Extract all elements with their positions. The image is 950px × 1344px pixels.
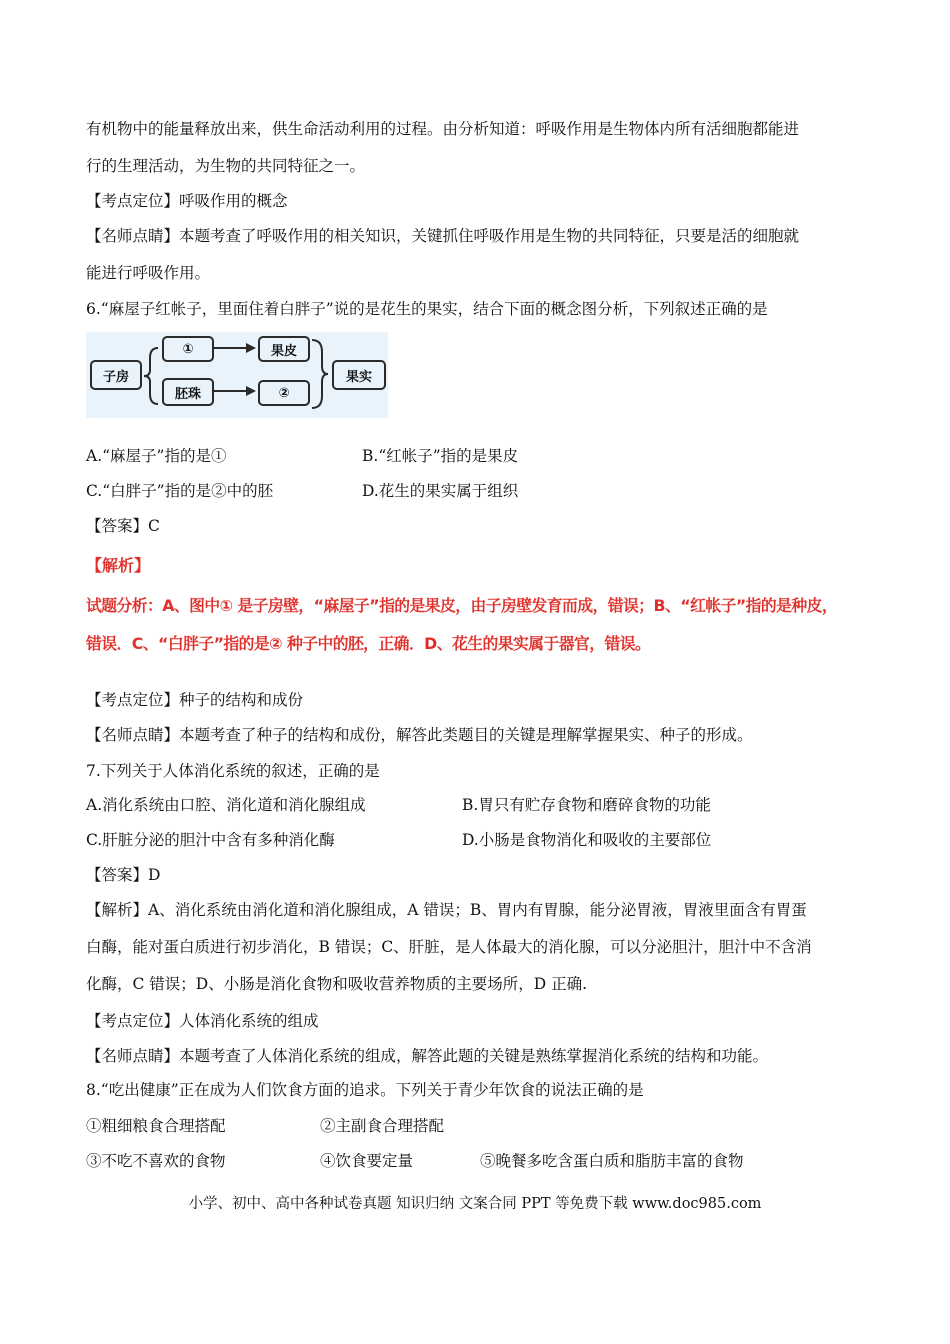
q8-option-3: ③不吃不喜欢的食物 (86, 1152, 226, 1170)
box-2: ② (258, 380, 310, 406)
q7-answer: 【答案】D (86, 866, 161, 884)
q7-option-c: C.肝脏分泌的胆汁中含有多种消化酶 (86, 831, 335, 849)
concept-diagram (86, 332, 388, 418)
question-8-stem: 8.“吃出健康”正在成为人们饮食方面的追求。下列关于青少年饮食的说法正确的是 (86, 1081, 644, 1099)
q6-option-d: D.花生的果实属于组织 (362, 482, 519, 500)
q6-analysis-line: 试题分析：A、图中① 是子房壁，“麻屋子”指的是果皮，由子房壁发育而成，错误；B、“红帐子”指的是种皮， (86, 596, 838, 615)
paragraph-line: 有机物中的能量释放出来，供生命活动利用的过程。由分析知道：呼吸作用是生物体内所有活细胞都能进 (86, 120, 800, 138)
ovule-box: 胚珠 (162, 378, 214, 406)
right-brace (312, 340, 328, 408)
left-brace (144, 348, 158, 404)
q7-dianjing: 【名师点睛】本题考查了人体消化系统的组成，解答此题的关键是熟练掌握消化系统的结构和功能。 (86, 1047, 769, 1065)
q7-option-d: D.小肠是食物消化和吸收的主要部位 (462, 831, 712, 849)
box-1: ① (162, 336, 214, 362)
q6-option-b: B.“红帐子”指的是果皮 (362, 447, 519, 465)
q8-option-1: ①粗细粮食合理搭配 (86, 1117, 226, 1135)
q6-dianjing: 【名师点睛】本题考查了种子的结构和成份，解答此类题目的关键是理解掌握果实、种子的形成。 (86, 726, 753, 744)
q7-analysis-line: 【解析】A、消化系统由消化道和消化腺组成，A 错误；B、胃内有胃腺，能分泌胃液，胃液里面含有胃蛋 (86, 901, 807, 919)
q8-option-5: ⑤晚餐多吃含蛋白质和脂肪丰富的食物 (480, 1152, 744, 1170)
q7-option-b: B.胃只有贮存食物和磨碎食物的功能 (462, 796, 711, 814)
kaodian-line: 【考点定位】呼吸作用的概念 (86, 192, 288, 210)
q7-kaodian: 【考点定位】人体消化系统的组成 (86, 1012, 319, 1030)
q8-option-4: ④饮食要定量 (320, 1152, 414, 1170)
arrow-head-bottom (246, 386, 256, 396)
q7-analysis-line: 白酶，能对蛋白质进行初步消化，B 错误；C、肝脏，是人体最大的消化腺，可以分泌胆汁，胆汁中不含消 (86, 938, 812, 956)
footer-text: 小学、初中、高中各种试卷真题 知识归纳 文案合同 PPT 等免费下载 www.doc985.com (188, 1196, 762, 1212)
q6-option-c: C.“白胖子”指的是②中的胚 (86, 482, 274, 500)
question-7-stem: 7.下列关于人体消化系统的叙述，正确的是 (86, 762, 380, 780)
q6-kaodian: 【考点定位】种子的结构和成份 (86, 691, 304, 709)
dianjing-line: 【名师点睛】本题考查了呼吸作用的相关知识，关键抓住呼吸作用是生物的共同特征，只要是活的细胞就 (86, 227, 800, 245)
q7-option-a: A.消化系统由口腔、消化道和消化腺组成 (86, 796, 366, 814)
ovary-box: 子房 (90, 360, 142, 390)
q6-analysis-title: 【解析】 (86, 556, 151, 575)
fruit-box: 果实 (332, 360, 386, 390)
pericarp-box: 果皮 (258, 336, 310, 362)
q7-analysis-line: 化酶，C 错误；D、小肠是消化食物和吸收营养物质的主要场所，D 正确. (86, 975, 587, 993)
q6-analysis-line: 错误．C、“白胖子”指的是② 种子中的胚，正确．D、花生的果实属于器官，错误。 (86, 634, 651, 653)
q6-option-a: A.“麻屋子”指的是① (86, 447, 227, 465)
paragraph-line: 能进行呼吸作用。 (86, 264, 211, 282)
q8-option-2: ②主副食合理搭配 (320, 1117, 445, 1135)
paragraph-line: 行的生理活动，为生物的共同特征之一。 (86, 157, 366, 175)
q6-answer: 【答案】C (86, 517, 160, 535)
question-6-stem: 6.“麻屋子红帐子，里面住着白胖子”说的是花生的果实，结合下面的概念图分析，下列叙述正确的是 (86, 300, 768, 318)
arrow-head-top (246, 343, 256, 353)
